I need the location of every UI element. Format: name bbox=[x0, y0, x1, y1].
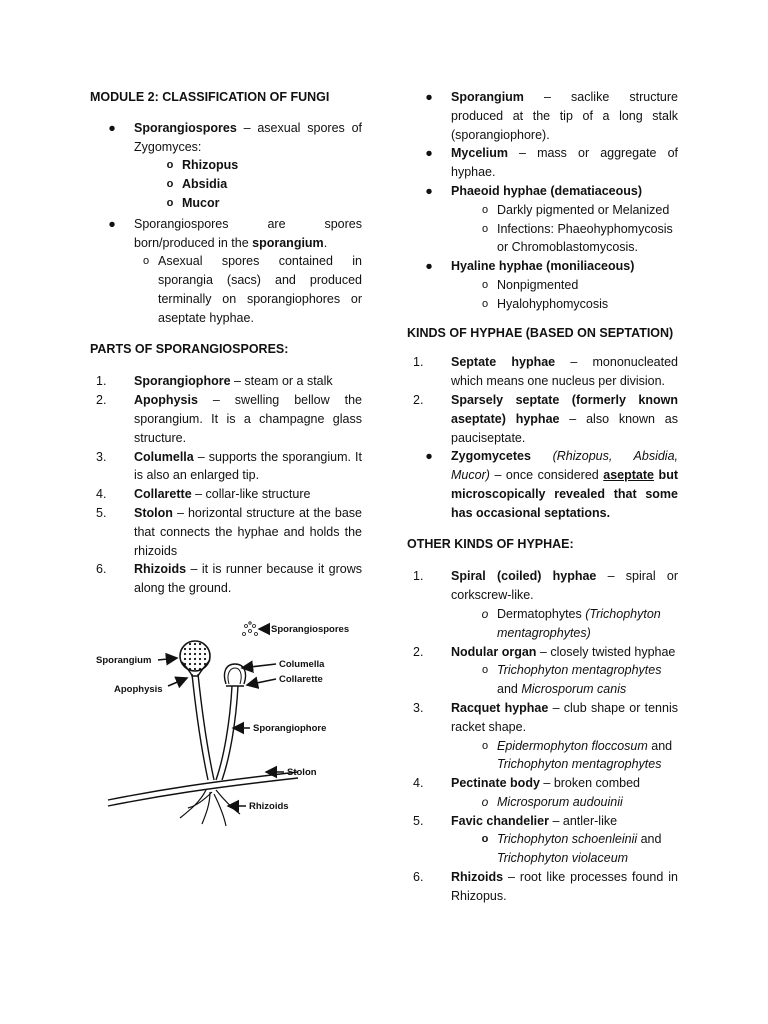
genus-rhizopus: Rhizopus bbox=[182, 158, 239, 173]
list-item: 6. Rhizoids – it is runner because it grows along the ground. bbox=[96, 562, 362, 596]
spores bbox=[243, 622, 258, 636]
list-item: ● Sporangium – saclike structure produced at the tip of a long stalk (sporangiophore). bbox=[425, 90, 678, 142]
list-item: ● Zygomycetes (Rhizopus, Absidia, Mucor) – once considered aseptate but microscopically revealed that some has occasional septations. bbox=[425, 449, 678, 520]
list-item: o Rhizopus bbox=[158, 156, 362, 175]
label-apophysis: Apophysis bbox=[114, 684, 163, 695]
module-title: MODULE 2: CLASSIFICATION OF FUNGI bbox=[90, 90, 330, 104]
label-stolon: Stolon bbox=[287, 767, 317, 778]
definition: – asexual spores of Zygomyces: bbox=[134, 120, 362, 154]
list-item: 3. Racquet hyphae – club shape or tennis racket shape. bbox=[413, 700, 678, 734]
list-item: 5. Favic chandelier – antler-like bbox=[413, 813, 618, 828]
label-sporangiospores: Sporangiospores bbox=[271, 624, 350, 635]
list-item: o Microsporum audouinii bbox=[481, 794, 623, 809]
sporangiophore-stalk-right bbox=[216, 686, 232, 780]
list-item: 1. Sporangiophore – steam or a stalk bbox=[96, 374, 333, 389]
label-columella: Columella bbox=[279, 659, 325, 670]
list-item: o Mucor bbox=[158, 194, 362, 213]
list-item: ● Hyaline hyphae (moniliaceous) bbox=[425, 259, 635, 274]
label-sporangium: Sporangium bbox=[96, 655, 152, 666]
genus-absidia: Absidia bbox=[182, 177, 228, 192]
list-item: 5. Stolon – horizontal structure at the base that connects the hyphae and holds the rhizoids bbox=[96, 505, 362, 558]
right-column bbox=[407, 88, 678, 906]
list-item: ● Sporangiospores are spores born/produced in the sporangium. bbox=[90, 215, 362, 253]
bullet-marker: ● bbox=[108, 120, 116, 135]
list-item: o Trichophyton mentagrophytes and Microsporum canis bbox=[481, 663, 662, 697]
list-item: o Infections: Phaeohyphomycosis or Chromoblastomycosis. bbox=[481, 221, 673, 255]
kinds-heading: KINDS OF HYPHAE (BASED ON SEPTATION) bbox=[407, 325, 674, 340]
list-item: o Dermatophytes (Trichophyton mentagrophytes) bbox=[481, 606, 661, 640]
parts-heading: PARTS OF SPORANGIOSPORES: bbox=[90, 341, 289, 356]
list-item: 2. Sparsely septate (formerly known aseptate) hyphae – also known as pauciseptate. bbox=[413, 392, 679, 445]
sporangiospores-note: Asexual spores contained in sporangia (sacs) and produced terminally on sporangiophores or aseptate hyphae. bbox=[158, 254, 362, 325]
sporangium-shape bbox=[180, 641, 210, 671]
parts-list bbox=[90, 372, 362, 598]
list-item: o Hyalohyphomycosis bbox=[481, 296, 609, 311]
list-item: o Trichophyton schoenleinii and Trichophyton violaceum bbox=[481, 832, 662, 866]
rhizoids-shape bbox=[180, 790, 240, 826]
list-item: 6. Rhizoids – root like processes found in Rhizopus. bbox=[413, 870, 678, 903]
left-column bbox=[90, 88, 362, 598]
columella-shape bbox=[224, 664, 245, 684]
term: Sporangiospores bbox=[134, 120, 237, 135]
list-item: o Nonpigmented bbox=[481, 277, 579, 292]
list-item: 1. Septate hyphae – mononucleated which means one nucleus per division. bbox=[413, 355, 678, 389]
list-item: 2. Apophysis – swelling bellow the sporangium. It is a champagne glass structure. bbox=[96, 393, 362, 445]
label-sporangiophore: Sporangiophore bbox=[253, 723, 327, 734]
list-item: 4. Collarette – collar-like structure bbox=[96, 487, 311, 502]
list-item: o Asexual spores contained in sporangia (sacs) and produced terminally on sporangiophores or aseptate hyphae. bbox=[134, 252, 362, 327]
list-item bbox=[90, 119, 362, 157]
list-item: o Epidermophyton floccosum and Trichophyton mentagrophytes bbox=[481, 738, 673, 772]
list-item: 1. Spiral (coiled) hyphae – spiral or corkscrew-like. bbox=[413, 569, 678, 603]
label-rhizoids: Rhizoids bbox=[249, 801, 289, 812]
list-item: o Absidia bbox=[158, 175, 362, 194]
other-heading: OTHER KINDS OF HYPHAE: bbox=[407, 536, 574, 551]
list-item: ● Mycelium – mass or aggregate of hyphae. bbox=[425, 146, 678, 180]
list-item: 4. Pectinate body – broken combed bbox=[413, 776, 640, 791]
list-item: 2. Nodular organ – closely twisted hyphae bbox=[413, 644, 676, 659]
list-item: o Darkly pigmented or Melanized bbox=[481, 202, 670, 217]
list-item: 3. Columella – supports the sporangium. It is also an enlarged tip. bbox=[96, 449, 362, 483]
list-item: ● Phaeoid hyphae (dematiaceous) bbox=[425, 183, 643, 198]
bullet-marker: ● bbox=[108, 216, 116, 231]
rhizopus-diagram bbox=[88, 612, 378, 832]
label-collarette: Collarette bbox=[279, 674, 323, 685]
genus-mucor: Mucor bbox=[182, 195, 220, 210]
